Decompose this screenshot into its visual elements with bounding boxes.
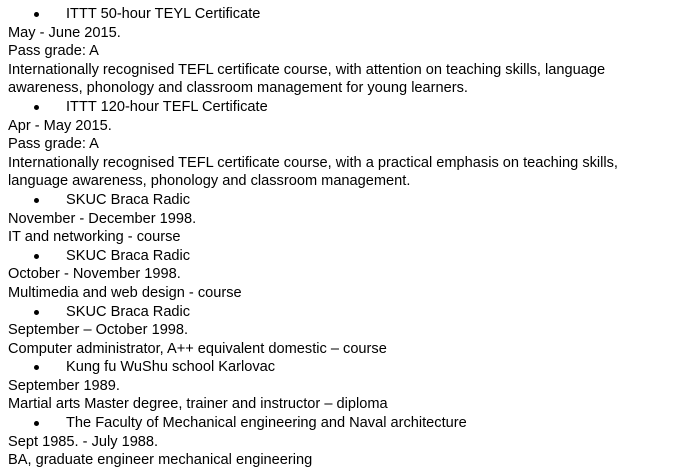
entry-description: Computer administrator, A++ equivalent domestic – course <box>8 340 387 357</box>
bullet-icon <box>34 310 39 315</box>
entry-dates: Apr - May 2015. <box>8 117 112 134</box>
entry-title: SKUC Braca Radic <box>66 191 191 208</box>
bullet-icon <box>34 198 39 203</box>
education-entry-heading <box>8 5 681 24</box>
education-entry-heading <box>8 98 681 117</box>
bullet-icon <box>34 105 39 110</box>
entry-description: Internationally recognised TEFL certificate course, with a practical emphasis on teaching skills, language awareness, phonology and classroom management. <box>8 154 618 190</box>
entry-dates: May - June 2015. <box>8 24 121 41</box>
entry-description: BA, graduate engineer mechanical engineering <box>8 452 313 469</box>
entry-dates: Sept 1985. - July 1988. <box>8 433 159 450</box>
education-entry-heading <box>8 247 681 266</box>
entry-description: Martial arts Master degree, trainer and instructor – diploma <box>8 396 388 413</box>
entry-description: Internationally recognised TEFL certificate course, with attention on teaching skills, language awareness, phonology and classroom management for young learners. <box>8 61 606 97</box>
education-entry-heading <box>8 414 681 433</box>
bullet-icon <box>34 365 39 370</box>
education-entry-heading <box>8 191 681 210</box>
education-entry-heading <box>8 303 681 322</box>
education-document <box>8 5 681 470</box>
entry-dates: September 1989. <box>8 377 120 394</box>
entry-title: ITTT 50-hour TEYL Certificate <box>66 6 261 22</box>
entry-title: SKUC Braca Radic <box>66 303 191 320</box>
entry-title: The Faculty of Mechanical engineering and Naval architecture <box>66 415 467 432</box>
entry-title: SKUC Braca Radic <box>66 247 191 264</box>
bullet-icon <box>34 254 39 259</box>
entry-description: IT and networking - course <box>8 229 181 246</box>
entry-grade: Pass grade: A <box>8 136 99 153</box>
entry-grade: Pass grade: A <box>8 43 99 60</box>
bullet-icon <box>34 421 39 426</box>
entry-title: ITTT 120-hour TEFL Certificate <box>66 98 268 115</box>
bullet-icon <box>34 12 39 17</box>
entry-description: Multimedia and web design - course <box>8 284 242 301</box>
education-entry-heading <box>8 358 681 377</box>
entry-dates: September – October 1998. <box>8 322 189 339</box>
entry-dates: November - December 1998. <box>8 210 197 227</box>
entry-dates: October - November 1998. <box>8 266 181 283</box>
entry-title: Kung fu WuShu school Karlovac <box>66 359 276 376</box>
